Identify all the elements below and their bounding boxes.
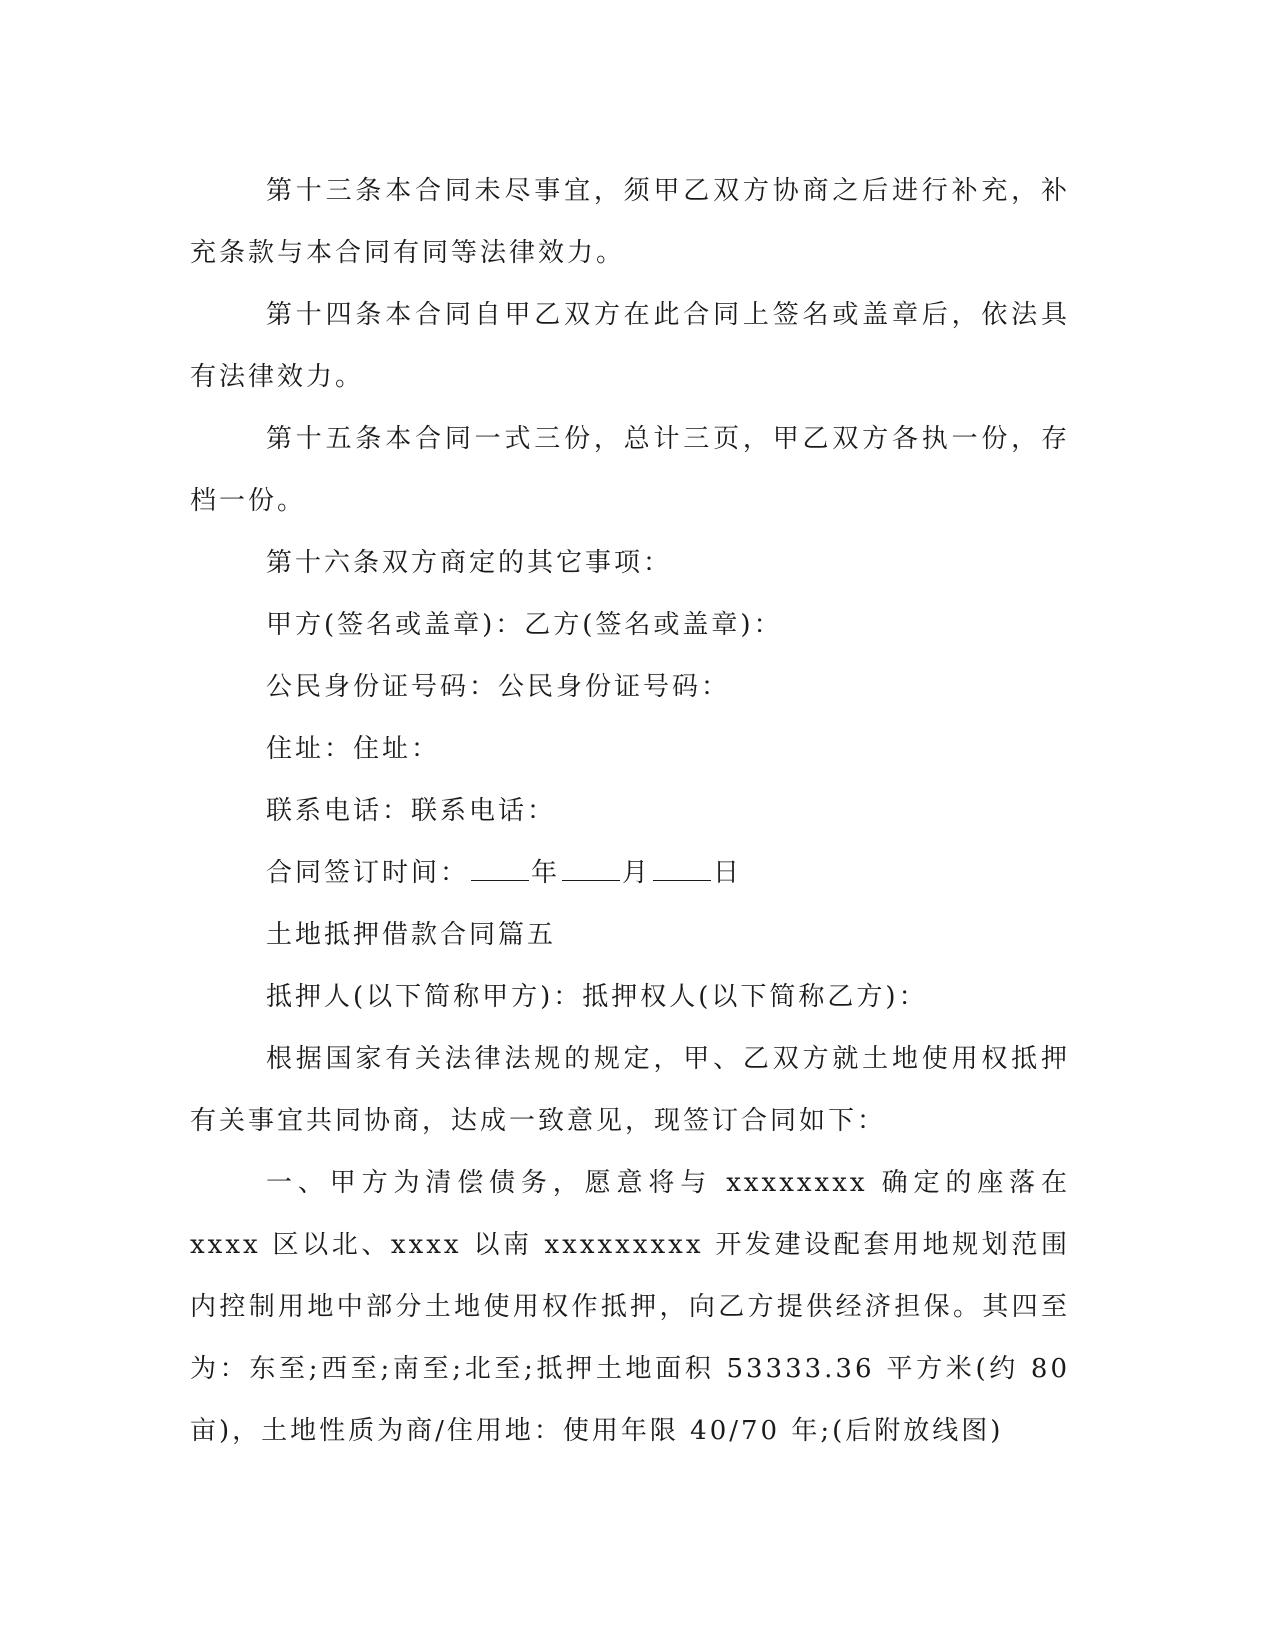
article-16: 第十六条双方商定的其它事项： [266, 548, 673, 578]
clause-1: 一、甲方为清偿债务，愿意将与 xxxxxxxx 确定的座落在 xxxx 区以北、xxxx 以南 xxxxxxxxx 开发建设配套用地规划范围内控制用地中部分土地使用权作抵押，向乙方提供经济担保。其四至为：东至;西至;南至;北至;抵押土地面积 53333.36 平方米(约 80 亩)，土地性质为商/住用地：使用年限 40/70 年;(后附放线图) [190, 1168, 1070, 1446]
month-label: 月 [622, 858, 652, 888]
preamble: 根据国家有关法律法规的规定，甲、乙双方就土地使用权抵押有关事宜共同协商，达成一致意见，现签订合同如下： [190, 1044, 1070, 1136]
phone-line: 联系电话：联系电话： [266, 796, 557, 826]
sign-date-label: 合同签订时间： [266, 858, 470, 888]
signature-line: 甲方(签名或盖章)：乙方(签名或盖章)： [266, 610, 783, 640]
document-body [190, 160, 1070, 1462]
year-blank [471, 856, 529, 881]
article-14: 第十四条本合同自甲乙双方在此合同上签名或盖章后，依法具有法律效力。 [190, 300, 1070, 392]
article-13: 第十三条本合同未尽事宜，须甲乙双方协商之后进行补充，补充条款与本合同有同等法律效力。 [190, 176, 1070, 268]
day-label: 日 [713, 858, 743, 888]
day-blank [653, 856, 711, 881]
id-number-line: 公民身份证号码：公民身份证号码： [266, 672, 731, 702]
year-label: 年 [531, 858, 561, 888]
parties-line: 抵押人(以下简称甲方)：抵押权人(以下简称乙方)： [266, 982, 928, 1012]
section-title: 土地抵押借款合同篇五 [266, 920, 557, 950]
sign-date-line [190, 842, 1070, 904]
article-15: 第十五条本合同一式三份，总计三页，甲乙双方各执一份，存档一份。 [190, 424, 1070, 516]
month-blank [562, 856, 620, 881]
address-line: 住址：住址： [266, 734, 441, 764]
